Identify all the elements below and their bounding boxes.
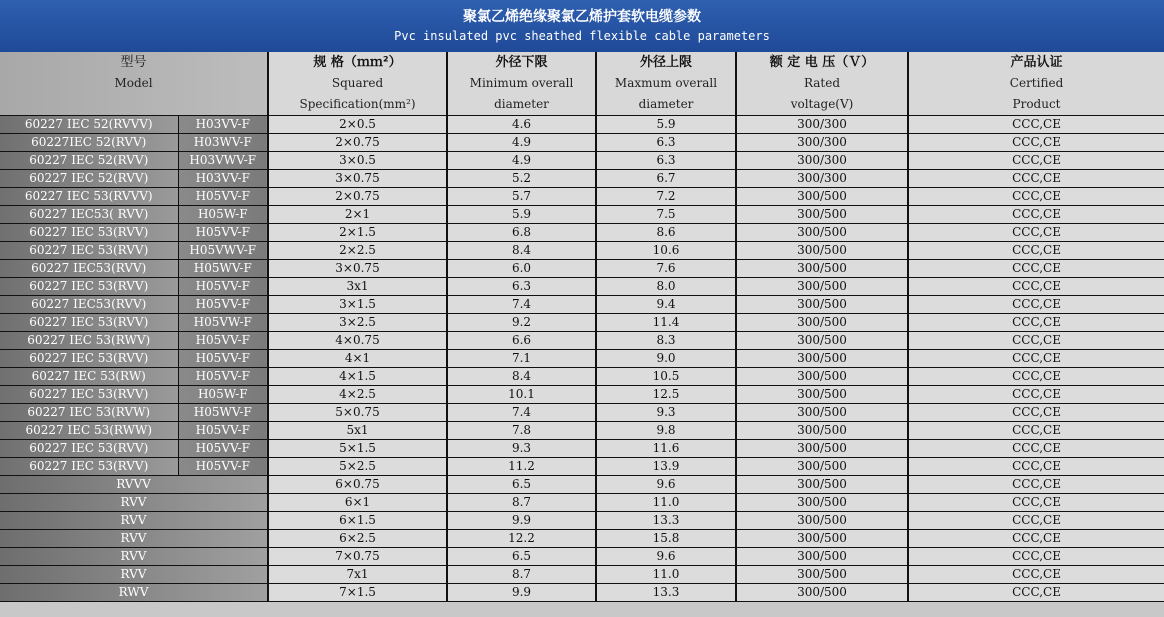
- header-min-en2: diameter: [494, 97, 549, 111]
- table-row: [0, 224, 1164, 242]
- voltage-cell: 300/500: [736, 476, 908, 494]
- model-cell: 60227 IEC 53(RVVV): [0, 188, 178, 206]
- voltage-cell: 300/500: [736, 224, 908, 242]
- cert-cell: CCC,CE: [908, 458, 1164, 476]
- spec-cell: 3×0.75: [268, 170, 447, 188]
- min-cell: 6.5: [447, 548, 596, 566]
- model-cell: 60227 IEC 53(RW): [0, 368, 178, 386]
- min-cell: 12.2: [447, 530, 596, 548]
- table-row: [0, 440, 1164, 458]
- header-certified: [908, 52, 1164, 116]
- max-cell: 8.0: [596, 278, 736, 296]
- spec-cell: 2×0.75: [268, 188, 447, 206]
- header-min-diameter: [447, 52, 596, 116]
- header-spec: [268, 52, 447, 116]
- cert-cell: CCC,CE: [908, 224, 1164, 242]
- model-cell: 60227 IEC 53(RVV): [0, 242, 178, 260]
- spec-cell: 4×1.5: [268, 368, 447, 386]
- model-cell: 60227 IEC 53(RVW): [0, 404, 178, 422]
- voltage-cell: 300/500: [736, 440, 908, 458]
- table-row: [0, 134, 1164, 152]
- max-cell: 8.3: [596, 332, 736, 350]
- min-cell: 6.6: [447, 332, 596, 350]
- page-subtitle: Pvc insulated pvc sheathed flexible cable parameters: [394, 29, 770, 43]
- table-row: [0, 152, 1164, 170]
- voltage-cell: 300/300: [736, 152, 908, 170]
- spec-cell: 2×0.75: [268, 134, 447, 152]
- table-row: [0, 368, 1164, 386]
- spec-cell: 3×0.5: [268, 152, 447, 170]
- spec-cell: 4×2.5: [268, 386, 447, 404]
- header-voltage-en1: Rated: [803, 76, 841, 90]
- spec-cell: 2×1: [268, 206, 447, 224]
- model-cell: 60227 IEC53(RVV): [0, 260, 178, 278]
- model-cell: 60227 IEC 53(RVV): [0, 350, 178, 368]
- spec-cell: 5×1.5: [268, 440, 447, 458]
- voltage-cell: 300/300: [736, 170, 908, 188]
- spec-cell: 7×1.5: [268, 584, 447, 602]
- model-cell: 60227IEC 52(RVV): [0, 134, 178, 152]
- max-cell: 11.6: [596, 440, 736, 458]
- table-body: [0, 52, 1164, 602]
- max-cell: 8.6: [596, 224, 736, 242]
- header-max-diameter: [596, 52, 736, 116]
- header-voltage: [736, 52, 908, 116]
- model-cell: RVV: [0, 548, 268, 566]
- spec-cell: 3×0.75: [268, 260, 447, 278]
- header-voltage-cn: 额 定 电 压（Ｖ）: [769, 55, 875, 70]
- max-cell: 13.9: [596, 458, 736, 476]
- max-cell: 9.6: [596, 476, 736, 494]
- header-cert-en2: Product: [1012, 97, 1061, 111]
- table-row: [0, 386, 1164, 404]
- model-cell: 60227 IEC 53(RVV): [0, 386, 178, 404]
- max-cell: 7.2: [596, 188, 736, 206]
- voltage-cell: 300/500: [736, 314, 908, 332]
- min-cell: 5.2: [447, 170, 596, 188]
- min-cell: 7.8: [447, 422, 596, 440]
- max-cell: 9.6: [596, 548, 736, 566]
- model-cell: RVV: [0, 494, 268, 512]
- code-cell: H05WV-F: [178, 404, 268, 422]
- voltage-cell: 300/500: [736, 494, 908, 512]
- voltage-cell: 300/500: [736, 404, 908, 422]
- voltage-cell: 300/500: [736, 422, 908, 440]
- code-cell: H05VV-F: [178, 296, 268, 314]
- code-cell: H05VW-F: [178, 314, 268, 332]
- max-cell: 6.3: [596, 152, 736, 170]
- table-row: [0, 350, 1164, 368]
- model-cell: 60227 IEC 53(RVV): [0, 458, 178, 476]
- spec-cell: 4×0.75: [268, 332, 447, 350]
- spec-cell: 6×0.75: [268, 476, 447, 494]
- header-model-cn: 型号: [120, 55, 147, 70]
- table-row: [0, 566, 1164, 584]
- table-row: [0, 530, 1164, 548]
- model-cell: 60227 IEC 52(RVV): [0, 152, 178, 170]
- spec-cell: 6×1: [268, 494, 447, 512]
- cert-cell: CCC,CE: [908, 422, 1164, 440]
- cert-cell: CCC,CE: [908, 134, 1164, 152]
- cable-parameters-table: [0, 52, 1164, 602]
- table-row: [0, 260, 1164, 278]
- code-cell: H05VWV-F: [178, 242, 268, 260]
- max-cell: 11.4: [596, 314, 736, 332]
- voltage-cell: 300/500: [736, 296, 908, 314]
- spec-cell: 2×1.5: [268, 224, 447, 242]
- spec-cell: 3×2.5: [268, 314, 447, 332]
- min-cell: 7.1: [447, 350, 596, 368]
- header-voltage-en2: voltage(V): [790, 97, 854, 111]
- max-cell: 11.0: [596, 494, 736, 512]
- cert-cell: CCC,CE: [908, 566, 1164, 584]
- max-cell: 12.5: [596, 386, 736, 404]
- table-row: [0, 332, 1164, 350]
- header-max-en2: diameter: [638, 97, 694, 111]
- title-bar: [0, 0, 1164, 52]
- max-cell: 11.0: [596, 566, 736, 584]
- table-row: [0, 476, 1164, 494]
- min-cell: 7.4: [447, 296, 596, 314]
- code-cell: H03WV-F: [178, 134, 268, 152]
- max-cell: 9.3: [596, 404, 736, 422]
- table-row: [0, 188, 1164, 206]
- cert-cell: CCC,CE: [908, 116, 1164, 134]
- max-cell: 15.8: [596, 530, 736, 548]
- cert-cell: CCC,CE: [908, 368, 1164, 386]
- header-min-en1: Minimum overall: [469, 76, 574, 90]
- max-cell: 10.5: [596, 368, 736, 386]
- header-min-cn: 外径下限: [495, 55, 548, 70]
- code-cell: H05VV-F: [178, 224, 268, 242]
- code-cell: H05VV-F: [178, 368, 268, 386]
- header-max-cn: 外径上限: [640, 55, 693, 70]
- page-title: 聚氯乙烯绝缘聚氯乙烯护套软电缆参数: [463, 9, 701, 25]
- cert-cell: CCC,CE: [908, 296, 1164, 314]
- table-row: [0, 404, 1164, 422]
- code-cell: H05WV-F: [178, 260, 268, 278]
- cert-cell: CCC,CE: [908, 530, 1164, 548]
- min-cell: 4.6: [447, 116, 596, 134]
- model-cell: RVV: [0, 566, 268, 584]
- header-cert-cn: 产品认证: [1010, 55, 1063, 70]
- max-cell: 13.3: [596, 584, 736, 602]
- model-cell: 60227 IEC 53(RWW): [0, 422, 178, 440]
- min-cell: 9.9: [447, 584, 596, 602]
- spec-cell: 2×2.5: [268, 242, 447, 260]
- header-spec-cn: 规 格（ｍｍ²）: [313, 55, 402, 70]
- cert-cell: CCC,CE: [908, 476, 1164, 494]
- voltage-cell: 300/500: [736, 548, 908, 566]
- table-row: [0, 278, 1164, 296]
- min-cell: 10.1: [447, 386, 596, 404]
- model-cell: 60227 IEC 53(RWV): [0, 332, 178, 350]
- model-cell: 60227 IEC53(RVV): [0, 296, 178, 314]
- min-cell: 8.7: [447, 494, 596, 512]
- model-cell: 60227 IEC 53(RVV): [0, 224, 178, 242]
- min-cell: 8.7: [447, 566, 596, 584]
- max-cell: 6.3: [596, 134, 736, 152]
- cert-cell: CCC,CE: [908, 350, 1164, 368]
- min-cell: 6.8: [447, 224, 596, 242]
- cert-cell: CCC,CE: [908, 494, 1164, 512]
- cert-cell: CCC,CE: [908, 314, 1164, 332]
- model-cell: RWV: [0, 584, 268, 602]
- voltage-cell: 300/500: [736, 260, 908, 278]
- cert-cell: CCC,CE: [908, 152, 1164, 170]
- code-cell: H05VV-F: [178, 440, 268, 458]
- voltage-cell: 300/500: [736, 350, 908, 368]
- header-row: [0, 52, 1164, 116]
- header-max-en1: Maxmum overall: [614, 76, 718, 90]
- header-spec-en2: Specification(mm²): [299, 97, 416, 111]
- cert-cell: CCC,CE: [908, 242, 1164, 260]
- code-cell: H05VV-F: [178, 332, 268, 350]
- table-row: [0, 116, 1164, 134]
- min-cell: 9.3: [447, 440, 596, 458]
- min-cell: 7.4: [447, 404, 596, 422]
- max-cell: 7.5: [596, 206, 736, 224]
- min-cell: 5.9: [447, 206, 596, 224]
- code-cell: H05W-F: [178, 206, 268, 224]
- voltage-cell: 300/500: [736, 530, 908, 548]
- max-cell: 9.0: [596, 350, 736, 368]
- cert-cell: CCC,CE: [908, 206, 1164, 224]
- header-model: [0, 52, 268, 116]
- model-cell: 60227 IEC53( RVV): [0, 206, 178, 224]
- voltage-cell: 300/500: [736, 584, 908, 602]
- code-cell: H05VV-F: [178, 278, 268, 296]
- max-cell: 10.6: [596, 242, 736, 260]
- table-row: [0, 314, 1164, 332]
- max-cell: 9.8: [596, 422, 736, 440]
- spec-cell: 7×0.75: [268, 548, 447, 566]
- voltage-cell: 300/300: [736, 116, 908, 134]
- max-cell: 5.9: [596, 116, 736, 134]
- code-cell: H03VWV-F: [178, 152, 268, 170]
- cert-cell: CCC,CE: [908, 404, 1164, 422]
- max-cell: 13.3: [596, 512, 736, 530]
- model-cell: 60227 IEC 52(RVVV): [0, 116, 178, 134]
- cert-cell: CCC,CE: [908, 386, 1164, 404]
- code-cell: H03VV-F: [178, 116, 268, 134]
- model-cell: 60227 IEC 53(RVV): [0, 314, 178, 332]
- spec-cell: 6×2.5: [268, 530, 447, 548]
- voltage-cell: 300/500: [736, 332, 908, 350]
- min-cell: 6.3: [447, 278, 596, 296]
- voltage-cell: 300/500: [736, 242, 908, 260]
- model-cell: RVVV: [0, 476, 268, 494]
- model-cell: 60227 IEC 52(RVV): [0, 170, 178, 188]
- table-row: [0, 296, 1164, 314]
- min-cell: 5.7: [447, 188, 596, 206]
- min-cell: 4.9: [447, 134, 596, 152]
- min-cell: 4.9: [447, 152, 596, 170]
- code-cell: H03VV-F: [178, 170, 268, 188]
- cert-cell: CCC,CE: [908, 332, 1164, 350]
- max-cell: 6.7: [596, 170, 736, 188]
- table-row: [0, 242, 1164, 260]
- min-cell: 8.4: [447, 242, 596, 260]
- table-row: [0, 170, 1164, 188]
- model-cell: 60227 IEC 53(RVV): [0, 440, 178, 458]
- model-cell: RVV: [0, 530, 268, 548]
- cert-cell: CCC,CE: [908, 548, 1164, 566]
- min-cell: 9.9: [447, 512, 596, 530]
- code-cell: H05W-F: [178, 386, 268, 404]
- spec-cell: 7x1: [268, 566, 447, 584]
- model-cell: RVV: [0, 512, 268, 530]
- table-row: [0, 548, 1164, 566]
- code-cell: H05VV-F: [178, 422, 268, 440]
- spec-cell: 5x1: [268, 422, 447, 440]
- cert-cell: CCC,CE: [908, 512, 1164, 530]
- table-row: [0, 584, 1164, 602]
- cert-cell: CCC,CE: [908, 188, 1164, 206]
- voltage-cell: 300/500: [736, 386, 908, 404]
- table-row: [0, 206, 1164, 224]
- spec-cell: 3×1.5: [268, 296, 447, 314]
- voltage-cell: 300/500: [736, 458, 908, 476]
- voltage-cell: 300/500: [736, 368, 908, 386]
- min-cell: 6.0: [447, 260, 596, 278]
- table-row: [0, 494, 1164, 512]
- code-cell: H05VV-F: [178, 458, 268, 476]
- table-row: [0, 512, 1164, 530]
- spec-cell: 2×0.5: [268, 116, 447, 134]
- voltage-cell: 300/500: [736, 566, 908, 584]
- spec-cell: 6×1.5: [268, 512, 447, 530]
- voltage-cell: 300/500: [736, 512, 908, 530]
- min-cell: 11.2: [447, 458, 596, 476]
- table-row: [0, 422, 1164, 440]
- voltage-cell: 300/500: [736, 206, 908, 224]
- cert-cell: CCC,CE: [908, 584, 1164, 602]
- voltage-cell: 300/500: [736, 278, 908, 296]
- voltage-cell: 300/300: [736, 134, 908, 152]
- spec-cell: 4×1: [268, 350, 447, 368]
- model-cell: 60227 IEC 53(RVV): [0, 278, 178, 296]
- spec-cell: 5×2.5: [268, 458, 447, 476]
- header-spec-en1: Squared: [331, 76, 384, 90]
- header-model-en: Model: [114, 76, 153, 90]
- code-cell: H05VV-F: [178, 188, 268, 206]
- header-cert-en1: Certified: [1009, 76, 1064, 90]
- spec-cell: 5×0.75: [268, 404, 447, 422]
- cert-cell: CCC,CE: [908, 440, 1164, 458]
- cert-cell: CCC,CE: [908, 260, 1164, 278]
- voltage-cell: 300/500: [736, 188, 908, 206]
- max-cell: 7.6: [596, 260, 736, 278]
- table-row: [0, 458, 1164, 476]
- spec-cell: 3x1: [268, 278, 447, 296]
- cert-cell: CCC,CE: [908, 278, 1164, 296]
- cert-cell: CCC,CE: [908, 170, 1164, 188]
- min-cell: 6.5: [447, 476, 596, 494]
- code-cell: H05VV-F: [178, 350, 268, 368]
- max-cell: 9.4: [596, 296, 736, 314]
- min-cell: 9.2: [447, 314, 596, 332]
- min-cell: 8.4: [447, 368, 596, 386]
